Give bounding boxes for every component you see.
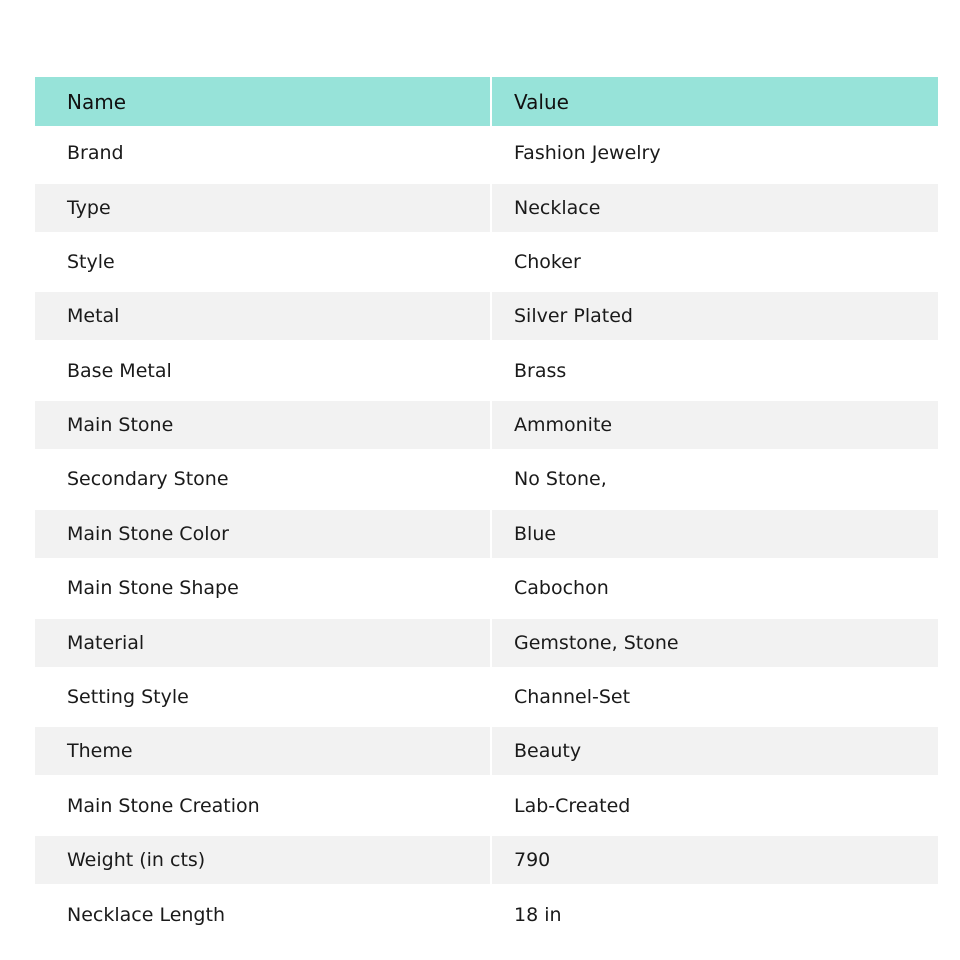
table-row	[35, 292, 938, 340]
row-value-cell: Channel-Set	[490, 670, 938, 724]
row-name-cell: Main Stone Color	[67, 522, 229, 545]
row-value-cell: 18 in	[490, 887, 938, 941]
row-name-cell: Base Metal	[67, 359, 172, 382]
table-row	[35, 184, 938, 232]
table-row	[35, 561, 938, 615]
row-value-cell: Blue	[490, 510, 938, 558]
table-header-row	[35, 77, 938, 126]
table-row	[35, 779, 938, 833]
table-row	[35, 510, 938, 558]
specifications-table	[35, 77, 938, 942]
table-row	[35, 887, 938, 941]
table-row	[35, 670, 938, 724]
row-name-cell: Necklace Length	[67, 903, 225, 926]
row-name-cell: Secondary Stone	[67, 468, 229, 491]
header-value-cell: Value	[490, 77, 938, 126]
row-value-cell: Ammonite	[490, 401, 938, 449]
row-value-cell: Brass	[490, 344, 938, 398]
row-name-cell: Type	[67, 196, 111, 219]
row-name-cell: Theme	[67, 740, 133, 763]
table-row	[35, 344, 938, 398]
header-name-cell: Name	[67, 89, 127, 114]
row-value-cell: Fashion Jewelry	[490, 126, 938, 180]
row-value-cell: Necklace	[490, 184, 938, 232]
row-name-cell: Style	[67, 250, 115, 273]
row-value-cell: 790	[490, 836, 938, 884]
row-value-cell: Gemstone, Stone	[490, 619, 938, 667]
table-row	[35, 126, 938, 180]
row-name-cell: Metal	[67, 305, 120, 328]
table-row	[35, 235, 938, 289]
row-name-cell: Setting Style	[67, 686, 189, 709]
row-name-cell: Weight (in cts)	[67, 849, 206, 872]
row-value-cell: No Stone,	[490, 452, 938, 506]
row-value-cell: Choker	[490, 235, 938, 289]
table-row	[35, 836, 938, 884]
row-name-cell: Brand	[67, 142, 124, 165]
row-name-cell: Main Stone Shape	[67, 577, 239, 600]
row-value-cell: Cabochon	[490, 561, 938, 615]
row-name-cell: Main Stone	[67, 414, 174, 437]
table-row	[35, 619, 938, 667]
row-name-cell: Material	[67, 631, 145, 654]
table-body	[35, 126, 938, 942]
row-name-cell: Main Stone Creation	[67, 794, 260, 817]
table-row	[35, 727, 938, 775]
row-value-cell: Silver Plated	[490, 292, 938, 340]
table-row	[35, 401, 938, 449]
table-row	[35, 452, 938, 506]
row-value-cell: Lab-Created	[490, 779, 938, 833]
row-value-cell: Beauty	[490, 727, 938, 775]
